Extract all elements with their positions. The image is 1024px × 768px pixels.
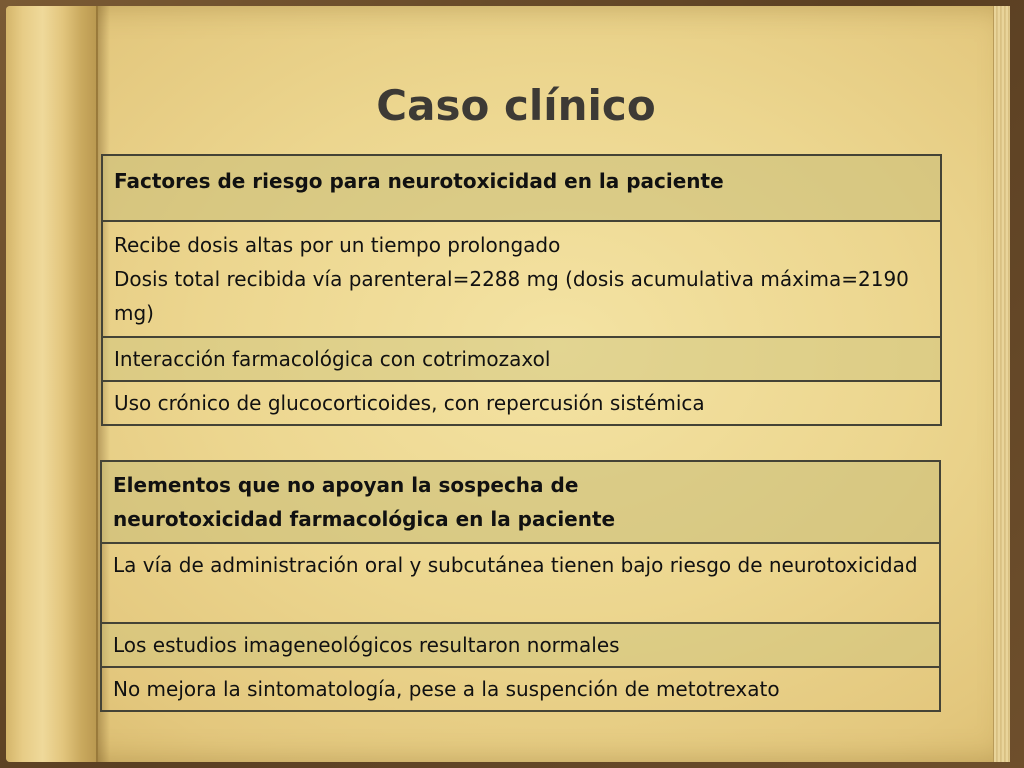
page-edge [993, 6, 1010, 762]
row-text: Recibe dosis altas por un tiempo prolongado [114, 233, 561, 257]
header-text: neurotoxicidad farmacológica en la paciente [113, 507, 616, 531]
table-row [101, 623, 940, 667]
table-row [102, 221, 941, 337]
risk-factors-header: Factores de riesgo para neurotoxicidad en la paciente [102, 155, 941, 221]
row-text: No mejora la sintomatología, pese a la suspención de metotrexato [113, 677, 780, 701]
table-row [102, 337, 941, 381]
table-row [101, 667, 940, 711]
non-supporting-header [101, 461, 940, 543]
book-spine [6, 6, 98, 762]
row-text: La vía de administración oral y subcutánea tienen bajo riesgo de neurotoxicidad [113, 553, 918, 577]
slide-title: Caso clínico [376, 81, 656, 130]
row-text: Los estudios imageneológicos resultaron normales [113, 633, 620, 657]
table-row [102, 381, 941, 425]
row-text: Interacción farmacológica con cotrimozaxol [114, 347, 551, 371]
table-row [101, 543, 940, 623]
row-text: Dosis total recibida vía parenteral=2288 mg (dosis acumulativa máxima=2190 mg) [114, 267, 909, 325]
header-text: Elementos que no apoyan la sospecha de [113, 473, 579, 497]
non-supporting-elements-table [100, 460, 941, 712]
risk-factors-table [101, 154, 942, 426]
row-text: Uso crónico de glucocorticoides, con repercusión sistémica [114, 391, 705, 415]
